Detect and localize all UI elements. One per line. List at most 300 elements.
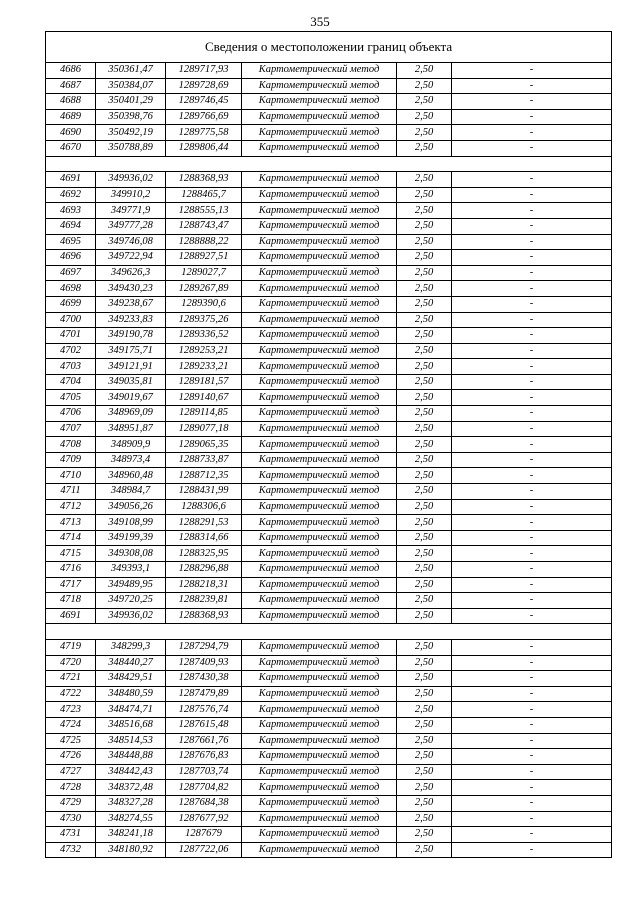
method-cell: Картометрический метод (242, 265, 397, 281)
method-cell: Картометрический метод (242, 187, 397, 203)
point-number-cell: 4686 (46, 63, 96, 79)
y-coordinate-cell: 1289775,58 (166, 125, 242, 141)
point-number-cell: 4728 (46, 780, 96, 796)
method-cell: Картометрический метод (242, 702, 397, 718)
y-coordinate-cell: 1288743,47 (166, 218, 242, 234)
description-cell: - (452, 421, 612, 437)
accuracy-cell: 2,50 (397, 749, 452, 765)
x-coordinate-cell: 350492,19 (96, 125, 166, 141)
accuracy-cell: 2,50 (397, 655, 452, 671)
x-coordinate-cell: 349722,94 (96, 250, 166, 266)
point-number-cell: 4722 (46, 686, 96, 702)
group-separator-cell (46, 624, 612, 640)
y-coordinate-cell: 1288239,81 (166, 593, 242, 609)
description-cell: - (452, 328, 612, 344)
y-coordinate-cell: 1289806,44 (166, 140, 242, 156)
y-coordinate-cell: 1288306,6 (166, 499, 242, 515)
y-coordinate-cell: 1288888,22 (166, 234, 242, 250)
x-coordinate-cell: 349035,81 (96, 374, 166, 390)
method-cell: Картометрический метод (242, 530, 397, 546)
table-row (46, 203, 612, 219)
y-coordinate-cell: 1288368,93 (166, 172, 242, 188)
method-cell: Картометрический метод (242, 608, 397, 624)
method-cell: Картометрический метод (242, 733, 397, 749)
method-cell: Картометрический метод (242, 312, 397, 328)
point-number-cell: 4723 (46, 702, 96, 718)
description-cell: - (452, 172, 612, 188)
y-coordinate-cell: 1289140,67 (166, 390, 242, 406)
table-row (46, 125, 612, 141)
method-cell: Картометрический метод (242, 78, 397, 94)
y-coordinate-cell: 1289077,18 (166, 421, 242, 437)
x-coordinate-cell: 349238,67 (96, 296, 166, 312)
point-number-cell: 4708 (46, 437, 96, 453)
description-cell: - (452, 452, 612, 468)
accuracy-cell: 2,50 (397, 515, 452, 531)
table-row (46, 390, 612, 406)
description-cell: - (452, 733, 612, 749)
description-cell: - (452, 125, 612, 141)
x-coordinate-cell: 349746,08 (96, 234, 166, 250)
table-row (46, 452, 612, 468)
description-cell: - (452, 250, 612, 266)
point-number-cell: 4687 (46, 78, 96, 94)
x-coordinate-cell: 348372,48 (96, 780, 166, 796)
method-cell: Картометрический метод (242, 281, 397, 297)
point-number-cell: 4719 (46, 639, 96, 655)
x-coordinate-cell: 348327,28 (96, 795, 166, 811)
description-cell: - (452, 593, 612, 609)
point-number-cell: 4695 (46, 234, 96, 250)
description-cell: - (452, 468, 612, 484)
method-cell: Картометрический метод (242, 203, 397, 219)
accuracy-cell: 2,50 (397, 374, 452, 390)
method-cell: Картометрический метод (242, 842, 397, 858)
method-cell: Картометрический метод (242, 406, 397, 422)
point-number-cell: 4709 (46, 452, 96, 468)
x-coordinate-cell: 348984,7 (96, 484, 166, 500)
description-cell: - (452, 686, 612, 702)
method-cell: Картометрический метод (242, 218, 397, 234)
point-number-cell: 4714 (46, 530, 96, 546)
accuracy-cell: 2,50 (397, 296, 452, 312)
group-separator-cell (46, 156, 612, 172)
accuracy-cell: 2,50 (397, 421, 452, 437)
accuracy-cell: 2,50 (397, 406, 452, 422)
accuracy-cell: 2,50 (397, 546, 452, 562)
method-cell: Картометрический метод (242, 546, 397, 562)
table-row (46, 546, 612, 562)
x-coordinate-cell: 349771,9 (96, 203, 166, 219)
point-number-cell: 4721 (46, 671, 96, 687)
y-coordinate-cell: 1289114,85 (166, 406, 242, 422)
method-cell: Картометрический метод (242, 749, 397, 765)
method-cell: Картометрический метод (242, 234, 397, 250)
accuracy-cell: 2,50 (397, 562, 452, 578)
accuracy-cell: 2,50 (397, 530, 452, 546)
point-number-cell: 4689 (46, 109, 96, 125)
point-number-cell: 4727 (46, 764, 96, 780)
x-coordinate-cell: 350361,47 (96, 63, 166, 79)
y-coordinate-cell: 1287409,93 (166, 655, 242, 671)
table-row (46, 187, 612, 203)
accuracy-cell: 2,50 (397, 671, 452, 687)
method-cell: Картометрический метод (242, 671, 397, 687)
y-coordinate-cell: 1289233,21 (166, 359, 242, 375)
table-row (46, 780, 612, 796)
y-coordinate-cell: 1289717,93 (166, 63, 242, 79)
group-separator-row (46, 624, 612, 640)
accuracy-cell: 2,50 (397, 608, 452, 624)
table-row (46, 281, 612, 297)
x-coordinate-cell: 349626,3 (96, 265, 166, 281)
description-cell: - (452, 577, 612, 593)
table-row (46, 296, 612, 312)
point-number-cell: 4696 (46, 250, 96, 266)
description-cell: - (452, 343, 612, 359)
description-cell: - (452, 780, 612, 796)
point-number-cell: 4705 (46, 390, 96, 406)
description-cell: - (452, 608, 612, 624)
method-cell: Картометрический метод (242, 562, 397, 578)
accuracy-cell: 2,50 (397, 63, 452, 79)
y-coordinate-cell: 1289027,7 (166, 265, 242, 281)
description-cell: - (452, 359, 612, 375)
table-row (46, 63, 612, 79)
point-number-cell: 4693 (46, 203, 96, 219)
y-coordinate-cell: 1289375,26 (166, 312, 242, 328)
x-coordinate-cell: 348274,55 (96, 811, 166, 827)
x-coordinate-cell: 349108,99 (96, 515, 166, 531)
description-cell: - (452, 562, 612, 578)
table-body (46, 32, 612, 858)
table-row (46, 717, 612, 733)
description-cell: - (452, 203, 612, 219)
point-number-cell: 4725 (46, 733, 96, 749)
y-coordinate-cell: 1288733,87 (166, 452, 242, 468)
table-row (46, 250, 612, 266)
description-cell: - (452, 811, 612, 827)
y-coordinate-cell: 1287703,74 (166, 764, 242, 780)
description-cell: - (452, 187, 612, 203)
x-coordinate-cell: 348909,9 (96, 437, 166, 453)
method-cell: Картометрический метод (242, 593, 397, 609)
description-cell: - (452, 484, 612, 500)
method-cell: Картометрический метод (242, 484, 397, 500)
description-cell: - (452, 655, 612, 671)
y-coordinate-cell: 1288465,7 (166, 187, 242, 203)
point-number-cell: 4726 (46, 749, 96, 765)
description-cell: - (452, 265, 612, 281)
accuracy-cell: 2,50 (397, 484, 452, 500)
y-coordinate-cell: 1287615,48 (166, 717, 242, 733)
method-cell: Картометрический метод (242, 468, 397, 484)
table-row (46, 827, 612, 843)
point-number-cell: 4720 (46, 655, 96, 671)
point-number-cell: 4670 (46, 140, 96, 156)
table-row (46, 530, 612, 546)
method-cell: Картометрический метод (242, 328, 397, 344)
table-row (46, 842, 612, 858)
y-coordinate-cell: 1288927,51 (166, 250, 242, 266)
point-number-cell: 4690 (46, 125, 96, 141)
accuracy-cell: 2,50 (397, 94, 452, 110)
description-cell: - (452, 234, 612, 250)
table-row (46, 608, 612, 624)
description-cell: - (452, 530, 612, 546)
y-coordinate-cell: 1288314,66 (166, 530, 242, 546)
y-coordinate-cell: 1289253,21 (166, 343, 242, 359)
accuracy-cell: 2,50 (397, 827, 452, 843)
table-row (46, 655, 612, 671)
x-coordinate-cell: 350401,29 (96, 94, 166, 110)
x-coordinate-cell: 349190,78 (96, 328, 166, 344)
method-cell: Картометрический метод (242, 780, 397, 796)
table-title: Сведения о местоположении границ объекта (46, 32, 612, 63)
accuracy-cell: 2,50 (397, 795, 452, 811)
accuracy-cell: 2,50 (397, 125, 452, 141)
description-cell: - (452, 842, 612, 858)
x-coordinate-cell: 348241,18 (96, 827, 166, 843)
table-row (46, 406, 612, 422)
method-cell: Картометрический метод (242, 686, 397, 702)
point-number-cell: 4700 (46, 312, 96, 328)
x-coordinate-cell: 350398,76 (96, 109, 166, 125)
description-cell: - (452, 109, 612, 125)
table-row (46, 468, 612, 484)
table-row (46, 109, 612, 125)
table-row (46, 218, 612, 234)
accuracy-cell: 2,50 (397, 234, 452, 250)
y-coordinate-cell: 1288431,99 (166, 484, 242, 500)
accuracy-cell: 2,50 (397, 764, 452, 780)
table-row (46, 639, 612, 655)
point-number-cell: 4729 (46, 795, 96, 811)
table-row (46, 562, 612, 578)
point-number-cell: 4710 (46, 468, 96, 484)
description-cell: - (452, 140, 612, 156)
y-coordinate-cell: 1288712,35 (166, 468, 242, 484)
accuracy-cell: 2,50 (397, 140, 452, 156)
method-cell: Картометрический метод (242, 452, 397, 468)
method-cell: Картометрический метод (242, 437, 397, 453)
y-coordinate-cell: 1287684,38 (166, 795, 242, 811)
x-coordinate-cell: 350788,89 (96, 140, 166, 156)
x-coordinate-cell: 349936,02 (96, 172, 166, 188)
description-cell: - (452, 406, 612, 422)
point-number-cell: 4716 (46, 562, 96, 578)
point-number-cell: 4704 (46, 374, 96, 390)
description-cell: - (452, 717, 612, 733)
table-row (46, 265, 612, 281)
accuracy-cell: 2,50 (397, 780, 452, 796)
y-coordinate-cell: 1289336,52 (166, 328, 242, 344)
table-row (46, 593, 612, 609)
method-cell: Картометрический метод (242, 421, 397, 437)
table-row (46, 94, 612, 110)
table-row (46, 359, 612, 375)
x-coordinate-cell: 349720,25 (96, 593, 166, 609)
accuracy-cell: 2,50 (397, 187, 452, 203)
method-cell: Картометрический метод (242, 374, 397, 390)
table-row (46, 234, 612, 250)
description-cell: - (452, 764, 612, 780)
accuracy-cell: 2,50 (397, 109, 452, 125)
y-coordinate-cell: 1289267,89 (166, 281, 242, 297)
method-cell: Картометрический метод (242, 63, 397, 79)
x-coordinate-cell: 349308,08 (96, 546, 166, 562)
point-number-cell: 4724 (46, 717, 96, 733)
method-cell: Картометрический метод (242, 250, 397, 266)
accuracy-cell: 2,50 (397, 702, 452, 718)
method-cell: Картометрический метод (242, 125, 397, 141)
accuracy-cell: 2,50 (397, 343, 452, 359)
table-row (46, 437, 612, 453)
x-coordinate-cell: 349121,91 (96, 359, 166, 375)
table-row (46, 328, 612, 344)
description-cell: - (452, 671, 612, 687)
point-number-cell: 4688 (46, 94, 96, 110)
point-number-cell: 4694 (46, 218, 96, 234)
accuracy-cell: 2,50 (397, 593, 452, 609)
accuracy-cell: 2,50 (397, 203, 452, 219)
boundary-coordinates-table (45, 31, 612, 858)
y-coordinate-cell: 1287294,79 (166, 639, 242, 655)
table-row (46, 577, 612, 593)
description-cell: - (452, 795, 612, 811)
y-coordinate-cell: 1288555,13 (166, 203, 242, 219)
accuracy-cell: 2,50 (397, 312, 452, 328)
table-row (46, 515, 612, 531)
accuracy-cell: 2,50 (397, 328, 452, 344)
accuracy-cell: 2,50 (397, 733, 452, 749)
accuracy-cell: 2,50 (397, 468, 452, 484)
x-coordinate-cell: 348448,88 (96, 749, 166, 765)
accuracy-cell: 2,50 (397, 452, 452, 468)
description-cell: - (452, 515, 612, 531)
table-row (46, 421, 612, 437)
y-coordinate-cell: 1287576,74 (166, 702, 242, 718)
method-cell: Картометрический метод (242, 795, 397, 811)
point-number-cell: 4718 (46, 593, 96, 609)
accuracy-cell: 2,50 (397, 359, 452, 375)
point-number-cell: 4692 (46, 187, 96, 203)
y-coordinate-cell: 1289181,57 (166, 374, 242, 390)
method-cell: Картометрический метод (242, 343, 397, 359)
x-coordinate-cell: 348951,87 (96, 421, 166, 437)
point-number-cell: 4713 (46, 515, 96, 531)
point-number-cell: 4697 (46, 265, 96, 281)
description-cell: - (452, 499, 612, 515)
method-cell: Картометрический метод (242, 811, 397, 827)
y-coordinate-cell: 1289065,35 (166, 437, 242, 453)
x-coordinate-cell: 348973,4 (96, 452, 166, 468)
y-coordinate-cell: 1287722,06 (166, 842, 242, 858)
description-cell: - (452, 63, 612, 79)
x-coordinate-cell: 349175,71 (96, 343, 166, 359)
x-coordinate-cell: 349019,67 (96, 390, 166, 406)
method-cell: Картометрический метод (242, 639, 397, 655)
x-coordinate-cell: 348299,3 (96, 639, 166, 655)
table-row (46, 795, 612, 811)
x-coordinate-cell: 348960,48 (96, 468, 166, 484)
table-row (46, 140, 612, 156)
y-coordinate-cell: 1288296,88 (166, 562, 242, 578)
method-cell: Картометрический метод (242, 390, 397, 406)
method-cell: Картометрический метод (242, 764, 397, 780)
x-coordinate-cell: 349430,23 (96, 281, 166, 297)
point-number-cell: 4706 (46, 406, 96, 422)
point-number-cell: 4717 (46, 577, 96, 593)
x-coordinate-cell: 349777,28 (96, 218, 166, 234)
y-coordinate-cell: 1287677,92 (166, 811, 242, 827)
accuracy-cell: 2,50 (397, 577, 452, 593)
point-number-cell: 4707 (46, 421, 96, 437)
method-cell: Картометрический метод (242, 515, 397, 531)
point-number-cell: 4712 (46, 499, 96, 515)
point-number-cell: 4702 (46, 343, 96, 359)
x-coordinate-cell: 348442,43 (96, 764, 166, 780)
table-row (46, 671, 612, 687)
point-number-cell: 4732 (46, 842, 96, 858)
table-row (46, 702, 612, 718)
point-number-cell: 4699 (46, 296, 96, 312)
method-cell: Картометрический метод (242, 655, 397, 671)
x-coordinate-cell: 349910,2 (96, 187, 166, 203)
accuracy-cell: 2,50 (397, 172, 452, 188)
description-cell: - (452, 281, 612, 297)
x-coordinate-cell: 349056,26 (96, 499, 166, 515)
method-cell: Картометрический метод (242, 94, 397, 110)
table-row (46, 343, 612, 359)
x-coordinate-cell: 349393,1 (96, 562, 166, 578)
method-cell: Картометрический метод (242, 172, 397, 188)
method-cell: Картометрический метод (242, 577, 397, 593)
method-cell: Картометрический метод (242, 109, 397, 125)
point-number-cell: 4711 (46, 484, 96, 500)
table-header-row (46, 32, 612, 63)
y-coordinate-cell: 1289728,69 (166, 78, 242, 94)
y-coordinate-cell: 1288325,95 (166, 546, 242, 562)
description-cell: - (452, 546, 612, 562)
accuracy-cell: 2,50 (397, 811, 452, 827)
table-row (46, 374, 612, 390)
page-number: 355 (310, 14, 330, 29)
accuracy-cell: 2,50 (397, 250, 452, 266)
x-coordinate-cell: 348440,27 (96, 655, 166, 671)
accuracy-cell: 2,50 (397, 265, 452, 281)
accuracy-cell: 2,50 (397, 218, 452, 234)
table-row (46, 484, 612, 500)
point-number-cell: 4731 (46, 827, 96, 843)
x-coordinate-cell: 348514,53 (96, 733, 166, 749)
method-cell: Картометрический метод (242, 296, 397, 312)
accuracy-cell: 2,50 (397, 639, 452, 655)
table-row (46, 312, 612, 328)
accuracy-cell: 2,50 (397, 390, 452, 406)
x-coordinate-cell: 348180,92 (96, 842, 166, 858)
description-cell: - (452, 827, 612, 843)
x-coordinate-cell: 349489,95 (96, 577, 166, 593)
y-coordinate-cell: 1288368,93 (166, 608, 242, 624)
point-number-cell: 4730 (46, 811, 96, 827)
x-coordinate-cell: 348480,59 (96, 686, 166, 702)
y-coordinate-cell: 1289390,6 (166, 296, 242, 312)
method-cell: Картометрический метод (242, 359, 397, 375)
accuracy-cell: 2,50 (397, 499, 452, 515)
accuracy-cell: 2,50 (397, 717, 452, 733)
table-row (46, 749, 612, 765)
